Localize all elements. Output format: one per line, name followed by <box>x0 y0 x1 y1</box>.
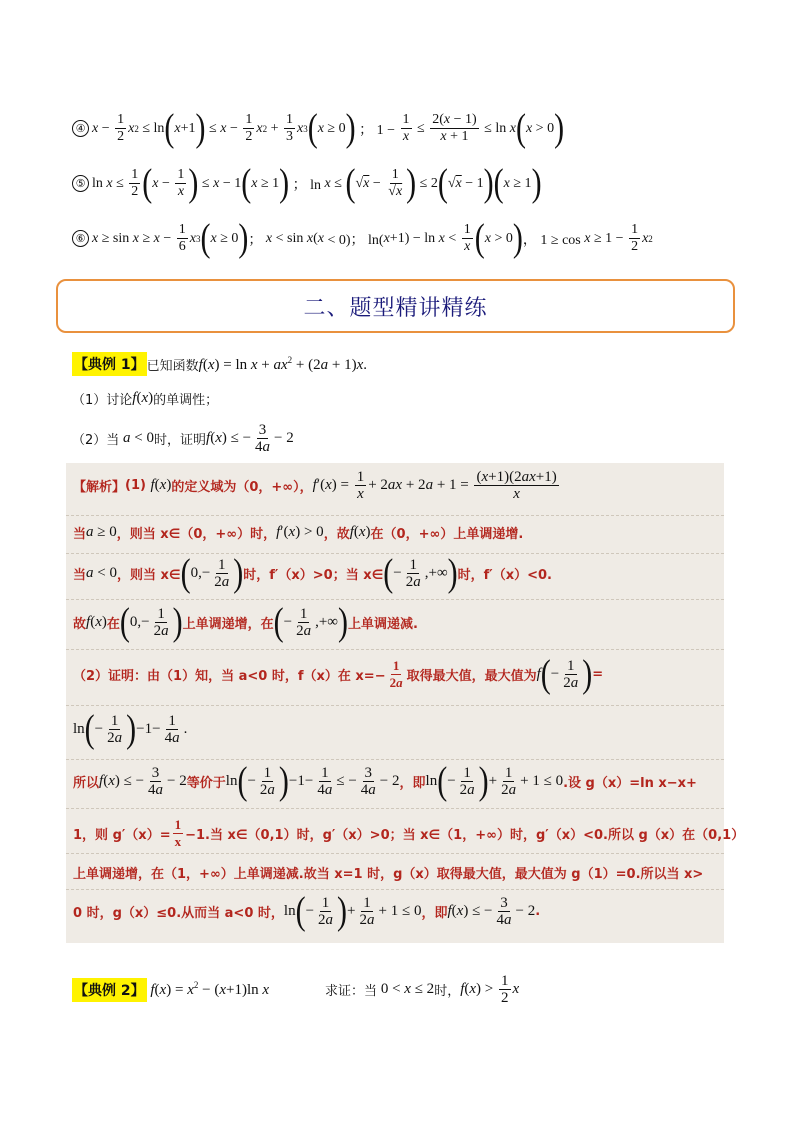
solution-line-9: 上单调递增，在（1，+∞）上单调递减.故当 x=1 时，g（x）取得最大值，最大值为 g（1）=0.所以当 x> <box>73 867 704 882</box>
circled-number: ⑤ <box>72 175 89 192</box>
solution-line-1: 【解析】 (1) f(x) 的定义域为（0，+∞）， f′(x) = $\frac{1}{x}$ + 2ax + 2a + 1 = $\frac{(x+1)(2ax+1)}{x}$ <box>73 469 557 502</box>
property-4: ④ x − $\frac{1}{2}$ x 2 ≤ ln ( x +1 ) ≤ x − $\frac{1}{2}$ x 2 + $\frac{1}{3}$ x 3 ( x ≥ 0 ) ； 1 − $\frac{1}{x}$ ≤ $\frac{2(x - 1)}{x + 1}$ ≤ ln x ( x > 0 ) <box>72 112 564 145</box>
example-tag: 【典例 1】 <box>72 352 147 376</box>
solution-line-6: ln(− $\frac{1}{2a}$ )−1− $\frac{1}{4a}$ . <box>73 707 188 751</box>
solution-line-3: 当 a < 0 ，则当 x∈ (0,− $\frac{1}{2a}$ ) 时，f′（x）>0；当 x∈ (− $\frac{1}{2a}$ ,+∞) 时，f′（x）<0. <box>73 551 552 595</box>
solution-line-7: 所以 f(x) ≤ − $\frac{3}{4a}$ − 2 等价于 ln(− $\frac{1}{2a}$ )−1− $\frac{1}{4a}$ ≤ − $\frac{3}{4a}$ − 2 ，即 ln(− $\frac{1}{2a}$ )+ $\frac{1}{2a}$ + 1 ≤ 0 .设 g（x）=ln x−x+ <box>73 759 697 803</box>
question-1: （1）讨论 f(x) 的单调性； <box>72 390 219 408</box>
solution-line-10: 0 时，g（x）≤0.从而当 a<0 时， ln(− $\frac{1}{2a}$ )+ $\frac{1}{2a}$ + 1 ≤ 0 ，即 f(x) ≤ − $\frac{3}{4a}$ − 2 . <box>73 889 541 933</box>
solution-line-8: 1，则 g′（x）= $\frac{1}{x}$ −1.当 x∈（0,1）时，g′（x）>0；当 x∈（1，+∞）时，g′（x）<0.所以 g（x）在（0,1） <box>73 817 745 849</box>
property-5: ⑤ ln x ≤ $\frac{1}{2}$ ( x − $\frac{1}{x}$ ) ≤ x − 1 ( x ≥ 1 ) ； ln x ≤ ( √ x − $\frac{1}{√x}$ ) ≤ 2 ( √ x − 1 ) ( x ≥ 1 ) <box>72 167 542 200</box>
solution-line-4: 故 f(x) 在 (0,− $\frac{1}{2a}$ ) 上单调递增，在 (− $\frac{1}{2a}$ ,+∞) 上单调递减. <box>73 600 418 644</box>
circled-number: ④ <box>72 120 89 137</box>
solution-box <box>66 463 745 943</box>
section-title: 二、题型精讲精练 <box>303 295 488 321</box>
example-tag: 【典例 2】 <box>72 978 147 1002</box>
example-2-header: 【典例 2】 $f(x) = x^2 - (x+1)\ln$ x 求证：当 0 < x ≤ 2 时， f(x) > $\frac{1}{2}$ x <box>74 973 520 1006</box>
solution-line-2: 当 a ≥ 0 ，则当 x∈（0，+∞）时， f′(x) > 0 ，故 f(x) 在（0，+∞）上单调递增. <box>73 524 524 542</box>
property-6: ⑥ x ≥ sin x ≥ x − $\frac{1}{6}$ x 3 ( x ≥ 0 ) ； x < sin x ( x < 0)； ln( x +1) − ln x < $\frac{1}{x}$ ( x > 0 ) ， 1 ≥ cos x ≥ 1 − $\frac{1}{2}$ x 2 <box>72 222 653 255</box>
circled-number: ⑥ <box>72 230 89 247</box>
question-2: （2）当 a < 0 时，证明 f(x) ≤ − $\frac{3}{4a}$ − 2 <box>72 422 294 455</box>
section-banner <box>56 279 735 333</box>
example-1-header: 【典例 1】 已知函数 $f(x) = \ln x + ax^2 + (2a + 1)x$. <box>72 352 367 376</box>
solution-line-5: （2）证明：由（1）知，当 a<0 时，f（x）在 x=− $\frac{1}{2a}$ 取得最大值，最大值为 f(− $\frac{1}{2a}$ ) = <box>73 652 604 696</box>
